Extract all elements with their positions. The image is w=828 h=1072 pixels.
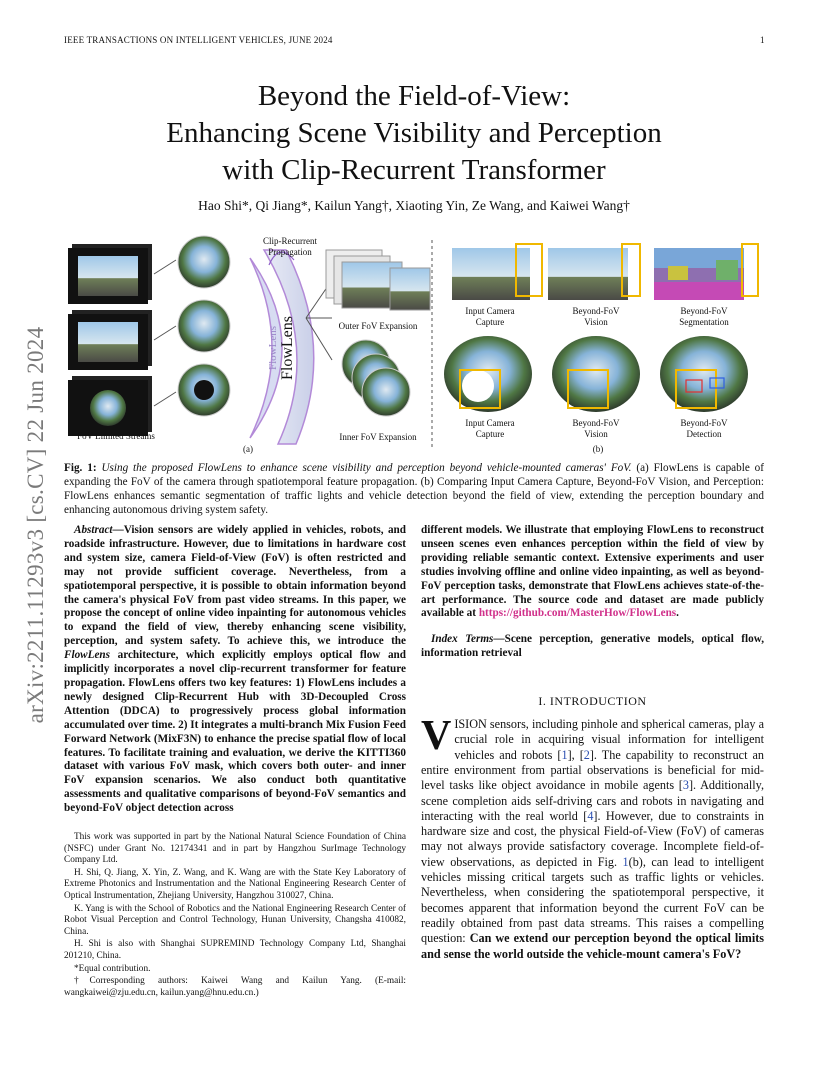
abstract [64,524,406,816]
code-link[interactable]: https://github.com/MasterHow/FlowLens [478,607,677,620]
cite-1[interactable]: 1 [561,747,568,762]
b-input-capture-fisheye [444,336,532,412]
label-a: (a) [243,444,253,454]
right-column [421,524,764,962]
label-bfs-1: Beyond-FoV [680,306,728,316]
abstract-part-1: —Vision sensors are widely applied in vehicles, robots, and roadside infrastructure. However, due to limitations in hardware cost and system size, camera Field-of-View (FoV) is often restricted and may not provide sufficient coverage. Nevertheless, from a spatiotemporal perspective, it is possible to obtain information beyond the camera's physical FoV from past video streams. In this paper, we propose the concept of online video inpainting for autonomous vehicles to expand the field of view, thereby enhancing scene visibility, perception, and system safety. To achieve this, we introduce the [64,524,406,648]
dropcap: V [421,713,452,760]
figure-caption [64,461,764,517]
arrows-left [154,260,176,406]
footnotes [64,832,406,1000]
label-b: (b) [592,444,604,454]
running-header: IEEE TRANSACTIONS ON INTELLIGENT VEHICLES, JUNE 2024 [64,35,333,45]
footnote-corresponding: †Corresponding authors: Kaiwei Wang and Kailun Yang. (E-mail: wangkaiwei@zju.edu.cn, kailun.yang@hnu.edu.cn.) [64,976,406,998]
abstract-label: Abstract [74,524,113,536]
label-streams: FoV Limited Streams [77,431,155,441]
b-bfd-fisheye [660,336,748,412]
label-flowlens: FlowLens [279,316,296,380]
intro-paragraph: VISION sensors, including pinhole and spherical cameras, play a crucial role in acquiring visual information for intelligent vehicles and robots [1], [2]. The capability to reconstruct an entire environment from partial observations is beneficial for mid-level tasks like object avoidance in mobile agents [3]. Additionally, scene completion aids self-driving cars and robots in navigating and interacting with the real world [4]. However, due to constraints in hardware size and cost, the physical Field-of-View (FoV) of cameras may not always provide satisfactory coverage. Incomplete field-of-view observations, as depicted in Fig. 1(b), can lead to intelligent vehicles missing critical targets such as traffic lights or vehicles. Nevertheless, when considering the spatiotemporal perspective, it becomes apparent that information beyond the current FoV can be readily obtained from past data streams. This raises a compelling question: Can we extend our perception beyond the optical limits and sense the world outside the vehicle-mount camera's FoV? [421,713,765,961]
abstract-flowlens: FlowLens [64,649,111,662]
footnote-affil-2: K. Yang is with the School of Robotics and the National Engineering Research Center of Robot Visual Perception and Control Technology, Hunan University, Changsha 410082, China. [64,903,406,937]
inner-fov-stack [342,340,410,416]
left-column [64,524,406,816]
label-clip-recurrent: Clip-Recurrent [263,236,317,246]
cite-3[interactable]: 3 [682,778,689,793]
research-question: Can we extend our perception beyond the optical limits and sense the world outside the vehicle-mount camera's FoV? [421,931,765,961]
abstract-part-3: different models. We illustrate that employing FlowLens to reconstruct unseen scenes even enhances perception within the field of view by providing reliable semantic context. Extensive experiments and user studies involving offline and online video inpainting, as well as beyond-FoV perception tasks, demonstrate that FlowLens achieves state-of-the-art performance. The source code and dataset are made publicly available at [421,524,764,620]
b-beyond-fov-segmentation [654,244,758,300]
figure-1-graphic [64,230,764,458]
page-number: 1 [760,35,765,45]
stream-stack-2 [68,310,152,370]
label-bfs-2: Segmentation [679,317,729,327]
abstract-part-2: architecture, which explicitly employs optical flow and implicitly incorporates a novel clip-recurrent transformer for feature propagation. FlowLens offers two key features: 1) FlowLens includes a newly designed Clip-Recurrent Hub with 3D-Decoupled Cross Attention (DDCA) to progressively process global information accumulated over time. 2) It integrates a multi-branch Mix Fusion Feed Forward Network (MixF3N) to enhance the precise spatial flow of local features. To facilitate training and evaluation, we derive the KITTI360 dataset with various FoV mask, which covers both outer- and inner FoV expansion scenarios. We also conduct both quantitative assessments and qualitative comparisons of beyond-FoV semantics and beyond-FoV object detection across [64,649,406,815]
index-terms-text: —Scene perception, generative models, optical flow, information retrieval [421,633,764,660]
cite-4[interactable]: 4 [587,808,594,823]
label-flowlens-watermark: FlowLens [267,326,279,370]
label-input-capture-bottom-1: Input Camera [465,418,515,428]
fisheye-column [178,236,230,416]
title-line-3: with Clip-Recurrent Transformer [222,154,606,186]
label-inner-fov: Inner FoV Expansion [339,432,417,442]
b-beyond-fov-vision [548,244,640,300]
figure-1 [64,230,764,458]
stream-stack-3 [68,376,152,436]
footnote-affil-1: H. Shi, Q. Jiang, X. Yin, Z. Wang, and K. Wang are with the State Key Laboratory of Extreme Photonics and Instrumentation and the National Engineering Research Center of Optical Instrumentation, Zhejiang University, Hangzhou 310027, China. [64,867,406,901]
abstract-continued [421,524,764,621]
label-outer-fov: Outer FoV Expansion [338,321,418,331]
stream-stack-1 [68,244,152,304]
paper-title [64,78,764,189]
label-propagation: Propagation [268,247,312,257]
b-bfv-fisheye [552,336,640,412]
section-heading: I. INTRODUCTION [538,694,647,709]
label-bfv-top-2: Vision [584,317,608,327]
arxiv-stamp: arXiv:2211.11293v3 [cs.CV] 22 Jun 2024 [23,326,48,724]
outer-fov-stack [326,250,430,310]
abstract-end: . [676,607,679,620]
label-bfd-1: Beyond-FoV [680,418,728,428]
index-terms [421,633,764,661]
label-bfv-bottom-1: Beyond-FoV [572,418,620,428]
cite-fig-1[interactable]: 1 [622,854,629,869]
caption-text: (a) FlowLens is capable of expanding the FoV of the camera through spatiotemporal feature propagation. (b) Comparing Input Camera Capture, Beyond-FoV Vision, and Perception: FlowLens enhances semantic segmentation of traffic lights and vehicle detection beyond the field of view, extending the perception boundary and enhancing autonomous driving system safety. [64,462,765,516]
label-bfv-top-1: Beyond-FoV [572,306,620,316]
caption-italic: Using the proposed FlowLens to enhance scene visibility and perception beyond vehicle-mounted cameras' FoV. [101,462,632,474]
footnote-funding: This work was supported in part by the National Natural Science Foundation of China (NSFC) under Grant No. 12174341 and in part by Hangzhou SurImage Technology Company Ltd. [64,832,406,866]
footnote-affil-3: H. Shi is also with Shanghai SUPREMIND Technology Company Ltd, Shanghai 201210, China. [64,939,406,961]
label-input-capture-top-2: Capture [475,317,505,327]
author-list: Hao Shi*, Qi Jiang*, Kailun Yang†, Xiaoting Yin, Ze Wang, and Kaiwei Wang† [198,198,630,213]
index-terms-label: Index Terms [431,633,494,646]
label-bfv-bottom-2: Vision [584,429,608,439]
title-line-2: Enhancing Scene Visibility and Perception [166,117,662,149]
b-input-capture [452,244,542,300]
caption-label: Fig. 1: [64,462,97,474]
cite-2[interactable]: 2 [583,747,590,762]
title-line-1: Beyond the Field-of-View: [257,80,571,112]
label-input-capture-bottom-2: Capture [475,429,505,439]
label-input-capture-top-1: Input Camera [465,306,515,316]
label-bfd-2: Detection [686,429,722,439]
footnote-equal: *Equal contribution. [74,963,151,974]
